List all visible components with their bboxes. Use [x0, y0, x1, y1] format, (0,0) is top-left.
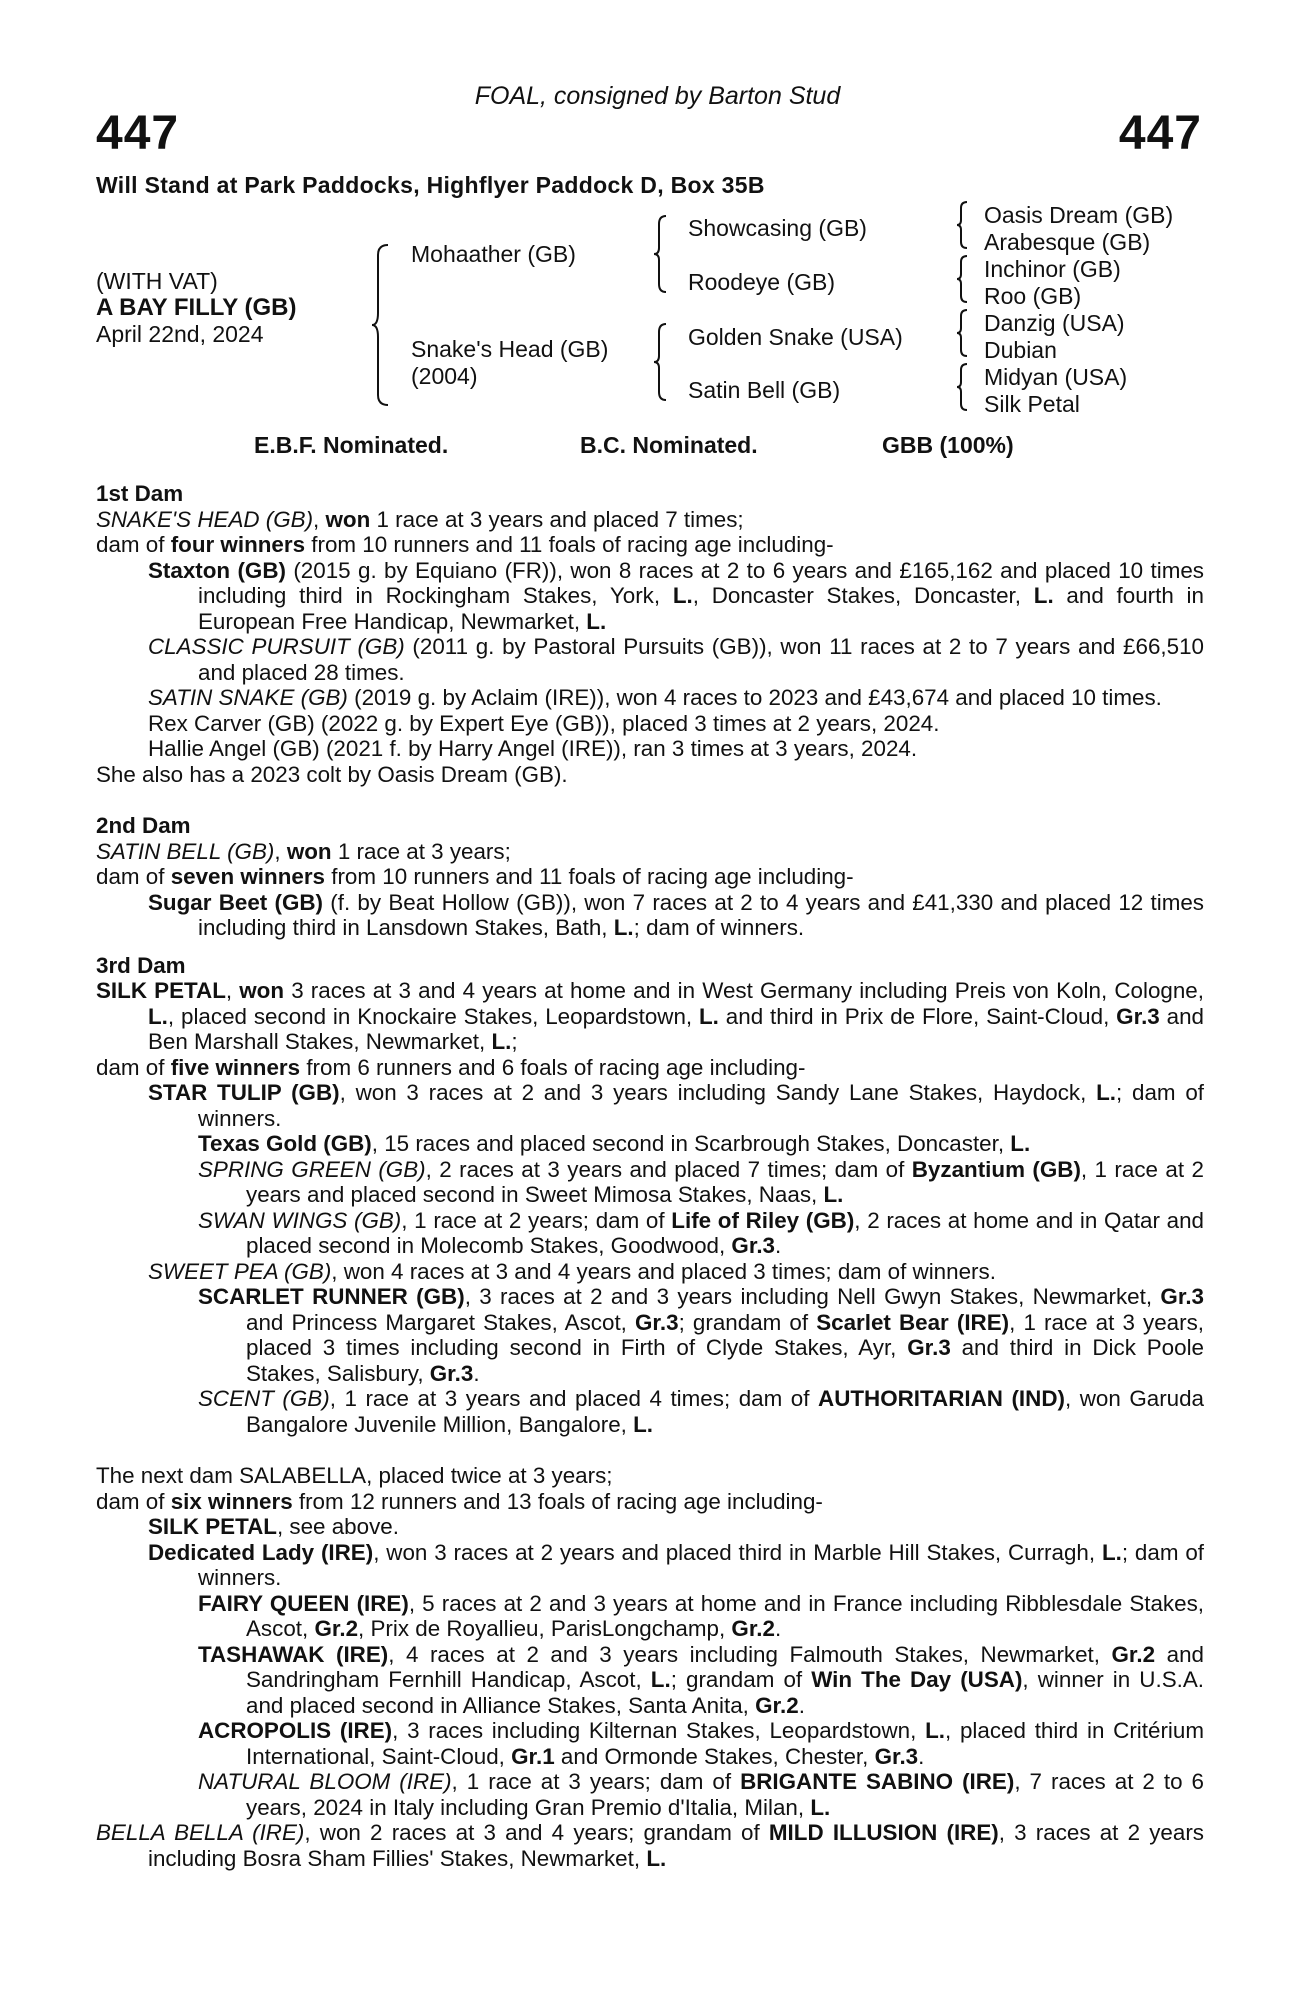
ebf-nomination: E.B.F. Nominated. — [254, 432, 449, 458]
produce-hallie-angel: Hallie Angel (GB) (2021 f. by Harry Angel (IRE)), ran 3 times at 3 years, 2024. — [148, 736, 918, 761]
catalogue-body — [96, 481, 1204, 1871]
produce-star-tulip: STAR TULIP (GB), won 3 races at 2 and 3 years including Sandy Lane Stakes, Haydock, L.; dam of winners. — [148, 1080, 1204, 1131]
produce-bella-bella: BELLA BELLA (IRE), won 2 races at 3 and 4 years; grandam of MILD ILLUSION (IRE), 3 races at 2 years including Bosra Sham Fillies' Stakes, Newmarket, L. — [96, 1820, 1204, 1871]
produce-sweet-pea: SWEET PEA (GB), won 4 races at 3 and 4 years and placed 3 times; dam of winners. — [148, 1258, 996, 1284]
produce-swan-wings: SWAN WINGS (GB), 1 race at 2 years; dam of Life of Riley (GB), 2 races at home and in Qatar and placed second in Molecomb Stakes, Goodwood, Gr.3. — [198, 1207, 1204, 1258]
produce-texas-gold: Texas Gold (GB), 15 races and placed second in Scarbrough Stakes, Doncaster, L. — [198, 1131, 1031, 1156]
bc-nomination: B.C. Nominated. — [580, 432, 758, 458]
dam: Snake's Head (GB) — [411, 336, 609, 362]
pedigree-brace-dam — [652, 322, 670, 402]
pedigree-brace-g1 — [955, 200, 971, 250]
produce-silk-petal: SILK PETAL, see above. — [148, 1514, 399, 1539]
gen3-1: Oasis Dream (GB) — [984, 202, 1174, 228]
pedigree-brace-sire — [652, 214, 670, 294]
produce-dedicated-lady: Dedicated Lady (IRE), won 3 races at 2 years and placed third in Marble Hill Stakes, Curragh, L.; dam of winners. — [148, 1539, 1204, 1590]
pedigree-brace-main — [370, 243, 392, 408]
first-dam-produce-intro: dam of four winners from 10 runners and 11 foals of racing age including- — [96, 532, 834, 557]
pedigree-brace-g3 — [955, 308, 971, 358]
produce-2023-colt: She also has a 2023 colt by Oasis Dream (GB). — [96, 761, 568, 787]
produce-satin-snake: SATIN SNAKE (GB) (2019 g. by Aclaim (IRE)), won 4 races to 2023 and £43,674 and placed 10 times. — [148, 685, 1162, 710]
gen3-2: Arabesque (GB) — [984, 229, 1151, 255]
produce-classic-pursuit: CLASSIC PURSUIT (GB) (2011 g. by Pastoral Pursuits (GB)), won 11 races at 2 to 7 years and £66,510 and placed 28 times. — [148, 634, 1204, 685]
produce-natural-bloom: NATURAL BLOOM (IRE), 1 race at 3 years; dam of BRIGANTE SABINO (IRE), 7 races at 2 to 6 years, 2024 in Italy including Gran Premio d'Italia, Milan, L. — [198, 1769, 1204, 1820]
first-dam-line: SNAKE'S HEAD (GB), won 1 race at 3 years and placed 7 times; — [96, 506, 744, 532]
first-dam-heading: 1st Dam — [96, 481, 184, 506]
gen3-6: Dubian — [984, 337, 1057, 363]
stand-location: Will Stand at Park Paddocks, Highflyer Paddock D, Box 35B — [96, 172, 765, 198]
horse-dob: April 22nd, 2024 — [96, 321, 264, 347]
sire-dam: Roodeye (GB) — [688, 269, 836, 295]
produce-rex-carver: Rex Carver (GB) (2022 g. by Expert Eye (GB)), placed 3 times at 2 years, 2024. — [148, 710, 940, 736]
produce-acropolis: ACROPOLIS (IRE), 3 races including Kilternan Stakes, Leopardstown, L., placed third in Critérium International, Saint-Cloud, Gr.1 and Ormonde Stakes, Chester, Gr.3. — [198, 1718, 1204, 1769]
gen3-7: Midyan (USA) — [984, 364, 1128, 390]
second-dam-produce-intro: dam of seven winners from 10 runners and 11 foals of racing age including- — [96, 864, 854, 889]
pedigree-brace-g2 — [955, 254, 971, 304]
produce-staxton: Staxton (GB) (2015 g. by Equiano (FR)), won 8 races at 2 to 6 years and £165,162 and placed 10 times including third in Rockingham Stakes, York, L., Doncaster Stakes, Doncaster, L. and fourth in European Free Handicap, Newmarket, L. — [148, 557, 1204, 634]
vat-note: (WITH VAT) — [96, 268, 218, 294]
pedigree-brace-g4 — [955, 362, 971, 412]
consignment-subtitle: FOAL, consigned by Barton Stud — [474, 82, 841, 110]
lot-number-left: 447 — [96, 107, 180, 160]
horse-name: A BAY FILLY (GB) — [96, 294, 297, 321]
second-dam-heading: 2nd Dam — [96, 813, 191, 838]
third-dam-heading: 3rd Dam — [96, 952, 186, 978]
third-dam-produce-intro: dam of five winners from 6 runners and 6 foals of racing age including- — [96, 1054, 806, 1080]
produce-sugar-beet: Sugar Beet (GB) (f. by Beat Hollow (GB)), won 7 races at 2 to 4 years and £41,330 and placed 12 times including third in Lansdown Stakes, Bath, L.; dam of winners. — [148, 889, 1204, 940]
produce-fairy-queen: FAIRY QUEEN (IRE), 5 races at 2 and 3 years at home and in France including Ribblesdale Stakes, Ascot, Gr.2, Prix de Royallieu, ParisLongchamp, Gr.2. — [198, 1590, 1204, 1641]
next-dam-produce-intro: dam of six winners from 12 runners and 13 foals of racing age including- — [96, 1488, 823, 1514]
gen3-8: Silk Petal — [984, 391, 1080, 417]
produce-spring-green: SPRING GREEN (GB), 2 races at 3 years and placed 7 times; dam of Byzantium (GB), 1 race at 2 years and placed second in Sweet Mimosa Stakes, Naas, L. — [198, 1156, 1204, 1207]
dam-year: (2004) — [411, 363, 478, 389]
second-dam-line: SATIN BELL (GB), won 1 race at 3 years; — [96, 838, 511, 864]
third-dam-line: SILK PETAL, won 3 races at 3 and 4 years at home and in West Germany including Preis von Koln, Cologne, L., placed second in Knockaire Stakes, Leopardstown, L. and third in Prix de Flore, Saint-Cloud, Gr.3 and Ben Marshall Stakes, Newmarket, L.; — [96, 978, 1204, 1054]
dam-sire: Golden Snake (USA) — [688, 324, 903, 350]
sire: Mohaather (GB) — [411, 241, 576, 267]
produce-scent: SCENT (GB), 1 race at 3 years and placed 4 times; dam of AUTHORITARIAN (IND), won Garuda Bangalore Juvenile Million, Bangalore, L. — [198, 1386, 1205, 1437]
gen3-5: Danzig (USA) — [984, 310, 1125, 336]
produce-tashawak: TASHAWAK (IRE), 4 races at 2 and 3 years including Falmouth Stakes, Newmarket, Gr.2 and Sandringham Fernhill Handicap, Ascot, L.; grandam of Win The Day (USA), winner in U.S.A. and placed second in Alliance Stakes, Santa Anita, Gr.2. — [198, 1641, 1204, 1718]
gen3-3: Inchinor (GB) — [984, 256, 1121, 282]
lot-number-right: 447 — [1118, 107, 1202, 160]
gen3-4: Roo (GB) — [984, 283, 1082, 309]
gbb-rating: GBB (100%) — [882, 432, 1014, 458]
produce-scarlet-runner: SCARLET RUNNER (GB), 3 races at 2 and 3 years including Nell Gwyn Stakes, Newmarket, Gr.3 and Princess Margaret Stakes, Ascot, Gr.3; grandam of Scarlet Bear (IRE), 1 race at 3 years, placed 3 times including second in Firth of Clyde Stakes, Ayr, Gr.3 and third in Dick Poole Stakes, Salisbury, Gr.3. — [198, 1284, 1204, 1386]
dam-dam: Satin Bell (GB) — [688, 377, 841, 403]
sire-sire: Showcasing (GB) — [688, 215, 867, 241]
next-dam-line: The next dam SALABELLA, placed twice at 3 years; — [96, 1463, 613, 1488]
